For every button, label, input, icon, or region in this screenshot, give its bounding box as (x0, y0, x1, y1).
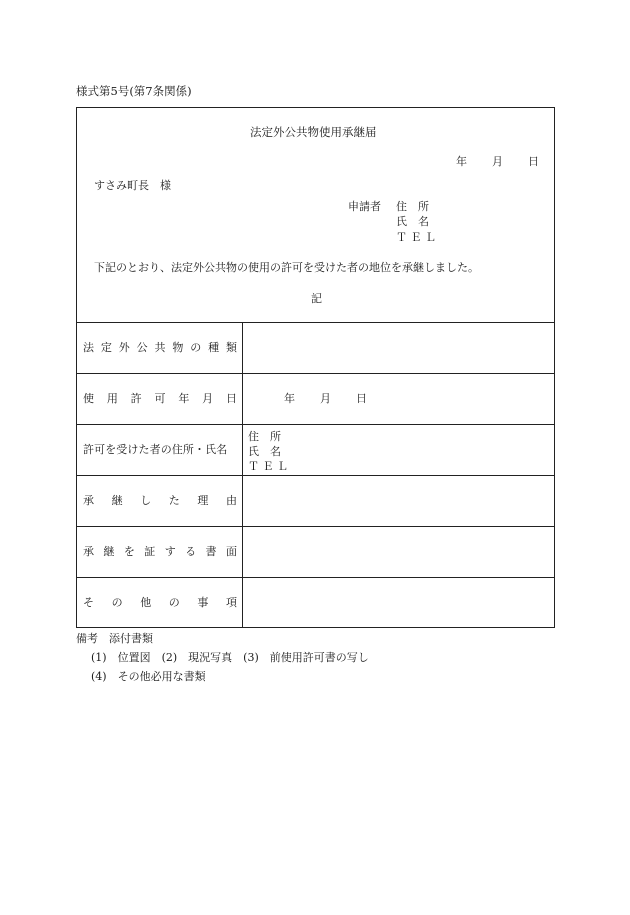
permittee-label: 許可を受けた者の住所・氏名 (83, 443, 228, 456)
other-label: そ の 他 の 事 項 (83, 596, 237, 609)
date-year: 年 (456, 155, 467, 168)
permit-date-label: 使 用 許 可 年 月 日 (83, 392, 237, 405)
applicant-tel-label: Ｔ Ｅ Ｌ (396, 231, 436, 244)
row-divider (76, 475, 555, 476)
applicant-label: 申請者 (348, 200, 381, 213)
form-title: 法定外公共物使用承継届 (250, 125, 377, 139)
row-divider (76, 526, 555, 527)
permit-month: 月 (320, 392, 331, 405)
date-day: 日 (528, 155, 539, 168)
permit-day: 日 (356, 392, 367, 405)
statement: 下記のとおり、法定外公共物の使用の許可を受けた者の地位を承継しました。 (94, 261, 479, 274)
permittee-fields (248, 429, 288, 474)
row-divider (76, 373, 555, 374)
column-divider (242, 322, 243, 628)
permittee-tel-label: Ｔ Ｅ Ｌ (248, 460, 288, 473)
permit-year: 年 (284, 392, 295, 405)
form-number: 様式第5号(第7条関係) (76, 84, 192, 98)
notes-line-2: (4) その他必用な書類 (91, 670, 206, 683)
row-divider (76, 577, 555, 578)
notes-line-1: (1) 位置図 (2) 現況写真 (3) 前使用許可書の写し (91, 651, 369, 664)
ki-mark: 記 (311, 292, 322, 305)
table-top-line (76, 322, 555, 323)
notes-title: 備考 添付書類 (76, 632, 153, 645)
permittee-address-label: 住 所 (248, 430, 281, 443)
permittee-name-label: 氏 名 (248, 445, 281, 458)
applicant-address-label: 住 所 (396, 200, 429, 213)
type-label: 法 定 外 公 共 物 の 種 類 (83, 341, 237, 354)
date-month: 月 (492, 155, 503, 168)
row-divider (76, 424, 555, 425)
addressee: すさみ町長 様 (94, 179, 171, 192)
reason-label: 承 継 し た 理 由 (83, 494, 237, 507)
applicant-name-label: 氏 名 (396, 215, 429, 228)
proof-label: 承 継 を 証 す る 書 面 (83, 545, 237, 558)
